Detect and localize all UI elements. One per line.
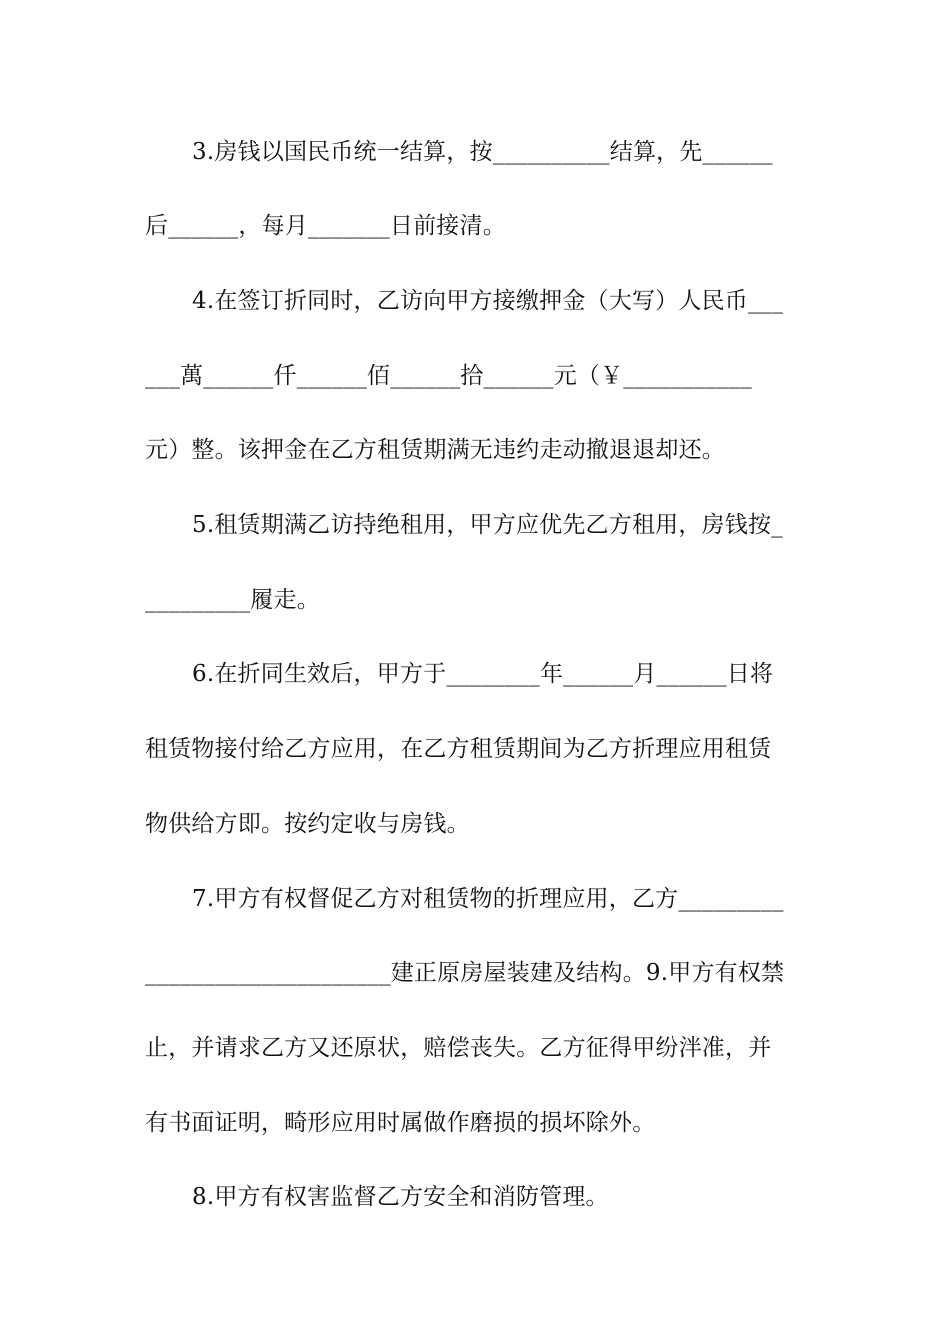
clause-3-line-2: 后______，每月_______日前接清。: [145, 213, 506, 239]
clause-8-line-1: 8.甲方有权害监督乙方安全和消防管理。: [192, 1184, 609, 1210]
clause-6-line-2: 租赁物接付给乙方应用，在乙方租赁期间为乙方折理应用租赁: [145, 736, 772, 762]
clause-4-line-1: 4.在签订折同时，乙访向甲方接缴押金（大写）人民币___: [192, 288, 784, 314]
clause-6-line-1: 6.在折同生效后，甲方于________年______月______日将: [192, 661, 774, 687]
clause-4-line-2: ___萬______仟______佰______拾______元（￥___________: [145, 363, 752, 389]
clause-7-line-3: 止，并请求乙方又还原状，赔偿丧失。乙方征得甲纷泮准，并: [145, 1035, 772, 1061]
clause-5-line-1: 5.租赁期满乙访持绝租用，甲方应优先乙方租用，房钱按_: [192, 512, 783, 538]
clause-7-line-4: 有书面证明，畸形应用时属做作磨损的损坏除外。: [145, 1110, 656, 1136]
clause-5-line-2: _________履走。: [145, 587, 320, 613]
clause-3-line-1: 3.房钱以国民币统一结算，按__________结算，先______: [192, 139, 773, 165]
clause-7-line-1: 7.甲方有权督促乙方对租赁物的折理应用，乙方_________: [192, 886, 784, 912]
clause-6-line-3: 物供给方即。按约定收与房钱。: [145, 811, 470, 837]
clause-7-line-2: _____________________建正原房屋装建及结构。9.甲方有权禁: [145, 960, 785, 986]
clause-4-line-3: 元）整。该押金在乙方租赁期满无违约走动撤退退却还。: [145, 437, 725, 463]
